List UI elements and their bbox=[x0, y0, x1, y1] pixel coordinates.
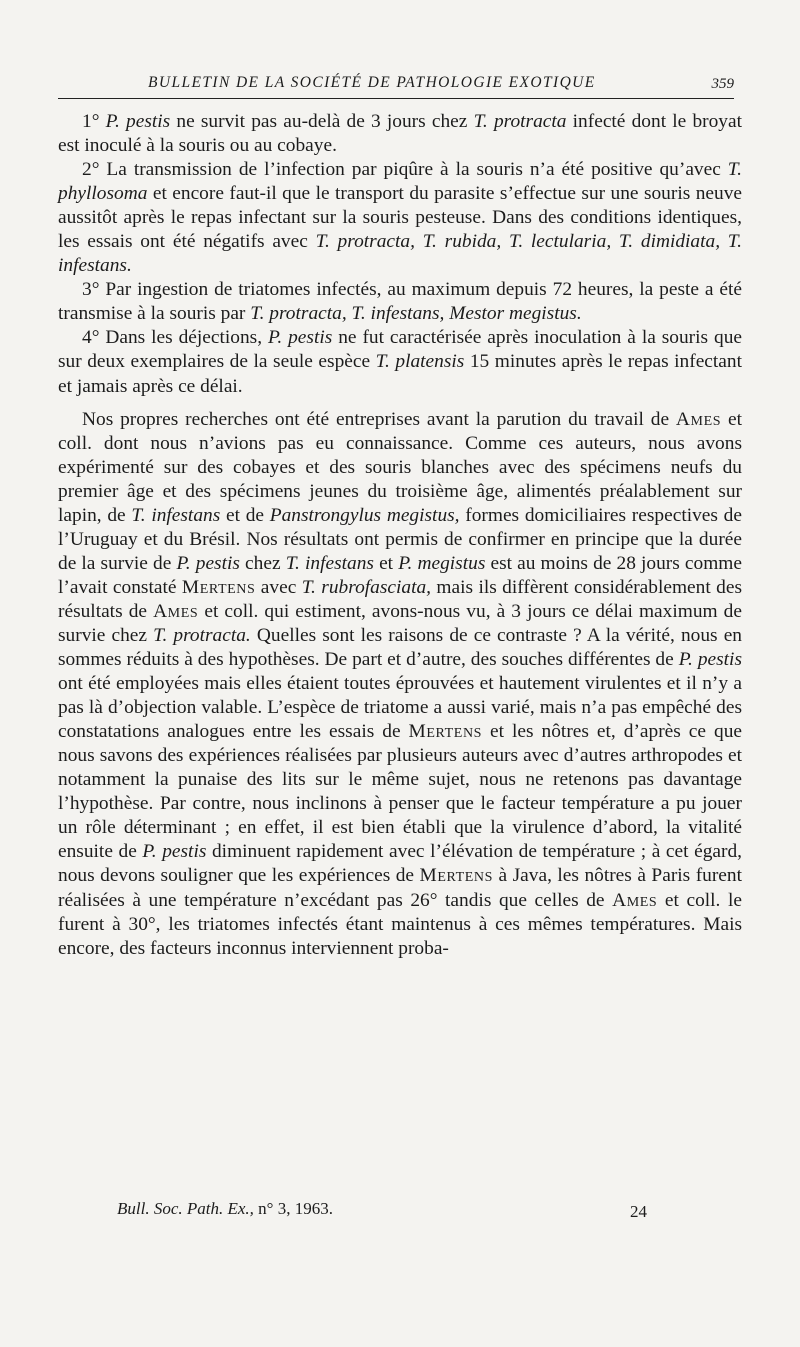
text-run: ne fut caractérisée après inoculation à la souris que sur deux exemplaires de la seule espèce bbox=[58, 327, 742, 373]
italic-run: T. protracta, T. infestans, Mestor megistus. bbox=[250, 303, 582, 325]
issue-number: n° 3, 1963. bbox=[253, 1199, 333, 1218]
running-header bbox=[58, 74, 734, 99]
page-number: 359 bbox=[711, 76, 734, 92]
text-run: et coll. dont nous n’avions pas eu connaissance. Comme ces auteurs, nous avons expérimenté sur des cobayes et des souris blanches avec des spécimens neufs du premier âge et des spécimens jeunes du troisième âge, alimentés préalablement sur lapin, de bbox=[58, 408, 742, 526]
text-run: chez bbox=[239, 552, 286, 574]
text-run: et encore faut-il que le transport du parasite s’effectue sur une souris neuve aussitôt après le repas infectant sur la souris pesteuse. Dans des conditions identiques, les essais ont été négatifs avec bbox=[58, 183, 742, 253]
author-name: Ames bbox=[153, 600, 199, 622]
italic-run: T. phyllosoma bbox=[58, 159, 742, 205]
text-run: à Java, les nôtres à Paris furent réalisées à une température n’excédant pas 26° tandis que celles de bbox=[58, 865, 742, 911]
italic-run: T. infestans bbox=[131, 504, 221, 526]
text-run: diminuent rapidement avec l’élévation de température ; à cet égard, nous devons souligner que les expériences de bbox=[58, 841, 743, 887]
author-name: Mertens bbox=[419, 865, 494, 887]
text-run: ne survit pas au-delà de 3 jours chez bbox=[170, 111, 474, 132]
text-run: Quelles sont les raisons de ce contraste ? A la vérité, nous en sommes réduits à des hypothèses. De part et d’autre, des souches différentes de bbox=[58, 624, 742, 671]
italic-run: T. rubrofasciata, bbox=[301, 576, 432, 598]
page-footer bbox=[117, 1199, 647, 1219]
text-run: 3° Par ingestion de triatomes infectés, au maximum depuis 72 heures, la peste a été transmise à la souris par bbox=[58, 279, 742, 325]
text-run: et de bbox=[220, 504, 270, 526]
italic-run: T. platensis bbox=[375, 351, 465, 373]
journal-citation bbox=[117, 1199, 333, 1218]
article-body bbox=[58, 110, 742, 961]
paragraph-finding-4 bbox=[58, 326, 742, 398]
text-run: et coll. qui estiment, avons-nous vu, à 3 jours ce délai maximum de survie chez bbox=[58, 600, 742, 646]
italic-run: P. pestis bbox=[678, 649, 742, 671]
author-name: Mertens bbox=[181, 576, 256, 598]
text-run: est au moins de 28 jours comme l’avait constaté bbox=[58, 552, 742, 598]
text-run: formes domiciliaires respectives de l’Uruguay et du Brésil. Nos résultats ont permis de confirmer en principe que la durée de la survie de bbox=[58, 504, 742, 574]
italic-run: P. pestis bbox=[268, 327, 333, 349]
journal-abbreviation: Bull. Soc. Path. Ex., bbox=[117, 1199, 254, 1218]
text-run: 15 minutes après le repas infectant et jamais après ce délai. bbox=[58, 351, 742, 397]
running-title: BULLETIN DE LA SOCIÉTÉ DE PATHOLOGIE EXOTIQUE bbox=[148, 74, 596, 91]
text-run: 4° Dans les déjections, bbox=[82, 327, 268, 349]
author-name: Mertens bbox=[408, 721, 483, 743]
text-run: et les nôtres et, d’après ce que nous savons des expériences réalisées par plusieurs auteurs avec d’autres arthropodes et notamment la punaise des lits sur le même sujet, nous ne retenons pas davantage l’hypothèse. Par contre, nous inclinons à penser que le facteur température a pu jouer un rôle déterminant ; en effet, il est bien établi que la virulence d’abord, la vitalité ensuite de bbox=[58, 721, 742, 863]
italic-run: T. infestans bbox=[285, 552, 374, 574]
italic-run: P. pestis bbox=[142, 841, 207, 863]
text-run: infecté dont le broyat est inoculé à la souris ou au cobaye. bbox=[58, 111, 742, 157]
paragraph-finding-1 bbox=[58, 110, 742, 158]
italic-run: Panstrongylus megistus, bbox=[269, 504, 460, 526]
author-name: Ames bbox=[612, 889, 658, 911]
text-run: mais ils diffèrent considérablement des résultats de bbox=[58, 576, 742, 622]
text-run: 1° bbox=[82, 111, 106, 132]
text-run: ont été employées mais elles étaient toutes éprouvées et hautement virulentes et il n’y a pas là d’objection valable. L’espèce de triatome a aussi varié, mais n’a pas empêché des constatations analogues entre les essais de bbox=[58, 673, 742, 743]
text-run: et bbox=[373, 552, 399, 574]
paragraph-finding-2 bbox=[58, 158, 742, 278]
italic-run: T. protracta bbox=[473, 111, 567, 132]
italic-run: P. megistus bbox=[398, 552, 486, 574]
italic-run: T. protracta, T. rubida, T. lectularia, T. dimidiata, T. infestans. bbox=[58, 231, 743, 277]
italic-run: T. protracta. bbox=[153, 624, 251, 646]
text-run: Nos propres recherches ont été entreprises avant la parution du travail de bbox=[82, 408, 676, 430]
italic-run: P. pestis bbox=[105, 111, 171, 132]
signature-mark: 24 bbox=[630, 1202, 647, 1221]
text-run: 2° La transmission de l’infection par piqûre à la souris n’a été positive qu’avec bbox=[82, 159, 728, 181]
paragraph-discussion bbox=[58, 408, 742, 961]
text-run: et coll. le furent à 30°, les triatomes infectés étant maintenus à ces mêmes températures. Mais encore, des facteurs inconnus interviennent proba- bbox=[58, 889, 742, 959]
text-run: avec bbox=[255, 576, 302, 598]
author-name: Ames bbox=[675, 408, 722, 430]
italic-run: P. pestis bbox=[176, 552, 240, 574]
paragraph-finding-3 bbox=[58, 278, 742, 326]
